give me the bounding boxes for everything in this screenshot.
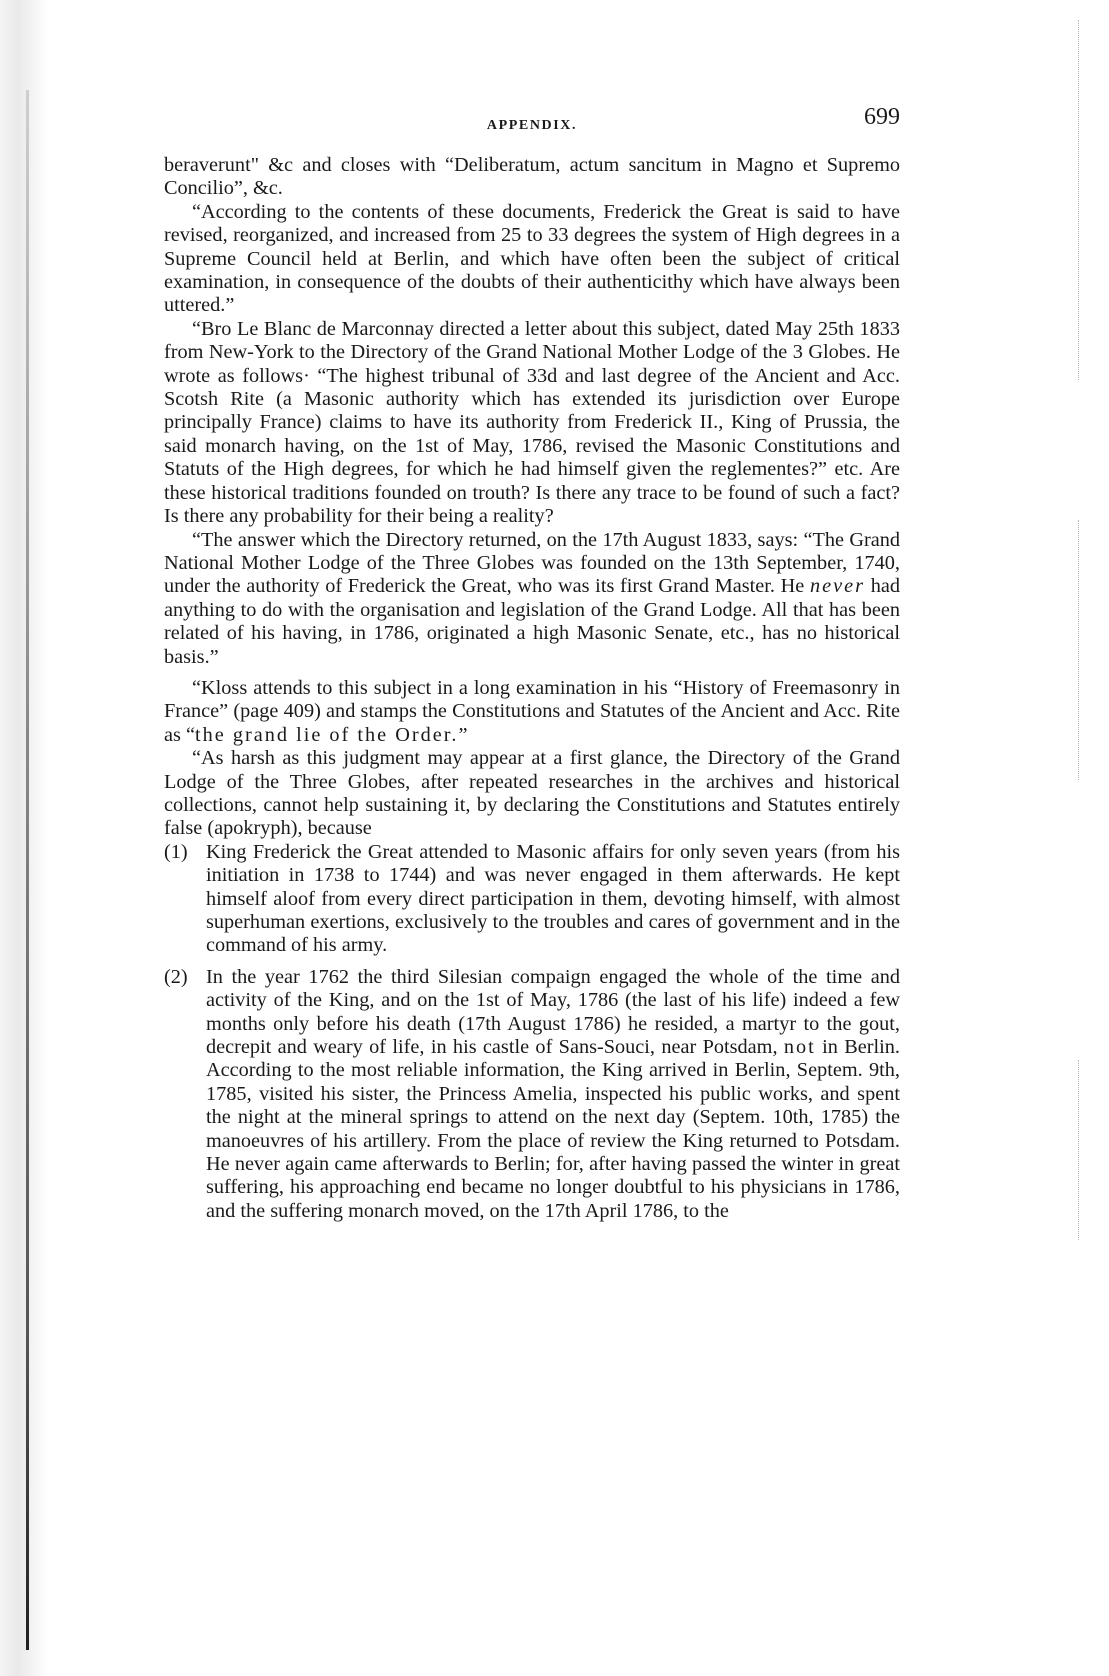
book-page: [164, 100, 900, 1223]
paragraph: [164, 318, 900, 529]
running-head: [164, 100, 900, 138]
list-item-text: King Frederick the Great attended to Masonic affairs for only seven years (from his initiation in 1738 to 1744) and was never engaged in them afterwards. He kept himself aloof from every direct participation in them, devoting himself, with almost superhuman exertions, exclusively to the troubles and cares of government and in the command of his army.: [206, 840, 900, 957]
spacer: [164, 669, 900, 677]
list-number: (2): [164, 965, 188, 988]
list-item: [164, 965, 900, 1223]
paragraph: [164, 677, 900, 747]
paragraph: [164, 154, 900, 201]
list-item-text: in Berlin. According to the most reliable information, the King arrived in Berlin, Septem. 9th, 1785, visited his sister, the Princess Amelia, inspected his public works, and spent the night at the mineral springs to attend on the next day (Septem. 10th, 1785) the manoeuvres of his artillery. From the place of review the King returned to Potsdam. He never again came afterwards to Berlin; for, after having passed the winter in great suffering, his approaching end became no longer doubtful to his physicians in 1786, and the suffering monarch moved, on the 17th April 1786, to the: [206, 1036, 900, 1222]
paragraph-text: “Bro Le Blanc de Marconnay directed a letter about this subject, dated May 25th 1833 from New-York to the Directory of the Grand National Mother Lodge of the 3 Globes. He wrote as follows· “The highest tribunal of 33d and last degree of the Ancient and Acc. Scotsh Rite (a Masonic authority which has extended its jurisdiction over Europe principally France) claims to have its authority from Frederick II., King of Prussia, the said monarch having, on the 1st of May, 1786, revised the Masonic Constitutions and Statuts of the High degrees, for which he had himself given the reglementes?” etc. Are these historical traditions founded on trouth? Is there any trace to be found of such a fact? Is there any probability for their being a reality?: [164, 317, 900, 528]
paragraph-text: “The answer which the Directory returned, on the 17th August 1833, says: “The Grand National Mother Lodge of the Three Globes was founded on the 13th September, 1740, under the authority of Frederick the Great, who was its first Grand Master. He: [164, 528, 900, 598]
paragraph-text: “According to the contents of these documents, Frederick the Great is said to have revised, reorganized, and increased from 25 to 33 degrees the system of High degrees in a Supreme Council held at Berlin, and which have often been the subject of critical examination, in consequence of the doubts of their authenticithy which have always been uttered.”: [164, 200, 900, 317]
paragraph: [164, 747, 900, 841]
paragraph: [164, 529, 900, 669]
paragraph-text: “Kloss attends to this subject in a long examination in his “History of Freemasonry in France” (page 409) and stamps the Constitutions and Statutes of the Ancient and Acc. Rite as “: [164, 676, 900, 746]
page-number: 699: [864, 104, 900, 130]
page-edge-mark: [1078, 520, 1080, 780]
numbered-list: [164, 841, 900, 1224]
list-item-text: In the year 1762 the third Silesian compaign engaged the whole of the time and activity of the King, and on the 1st of May, 1786 (the last of his life) indeed a few months only before his death (17th August 1786) he resided, a martyr to the gout, decrepit and weary of life, in his castle of Sans-Souci, near Potsdam,: [206, 965, 900, 1059]
emphasis-text: never: [809, 575, 866, 598]
paragraph-text: beraverunt" &c and closes with “Deliberatum, actum sancitum in Magno et Supremo Concilio”, &c.: [164, 154, 900, 200]
paragraph-text: had anything to do with the organisation and legislation of the Grand Lodge. All that has been related of his having, in 1786, originated a high Masonic Senate, etc., has no historical basis.”: [164, 575, 900, 668]
page-edge-mark: [1078, 20, 1080, 380]
spacer: [206, 958, 900, 966]
paragraph-text: ”: [458, 723, 468, 746]
list-item: [164, 840, 900, 958]
spaced-text: the grand lie of the Order.: [194, 723, 459, 746]
paragraph: [164, 201, 900, 318]
running-title: APPENDIX.: [486, 118, 578, 133]
list-number: (1): [164, 840, 188, 863]
binding-edge: [26, 90, 29, 1650]
page-edge-mark: [1078, 1060, 1080, 1240]
spaced-text: not: [783, 1036, 816, 1059]
paragraph-text: “As harsh as this judgment may appear at a first glance, the Directory of the Grand Lodge of the Three Globes, after repeated researches in the archives and historical collections, cannot help sustaining it, by declaring the Constitutions and Statutes entirely false (apokryph), because: [164, 747, 900, 840]
binding-shadow: [0, 0, 48, 1676]
